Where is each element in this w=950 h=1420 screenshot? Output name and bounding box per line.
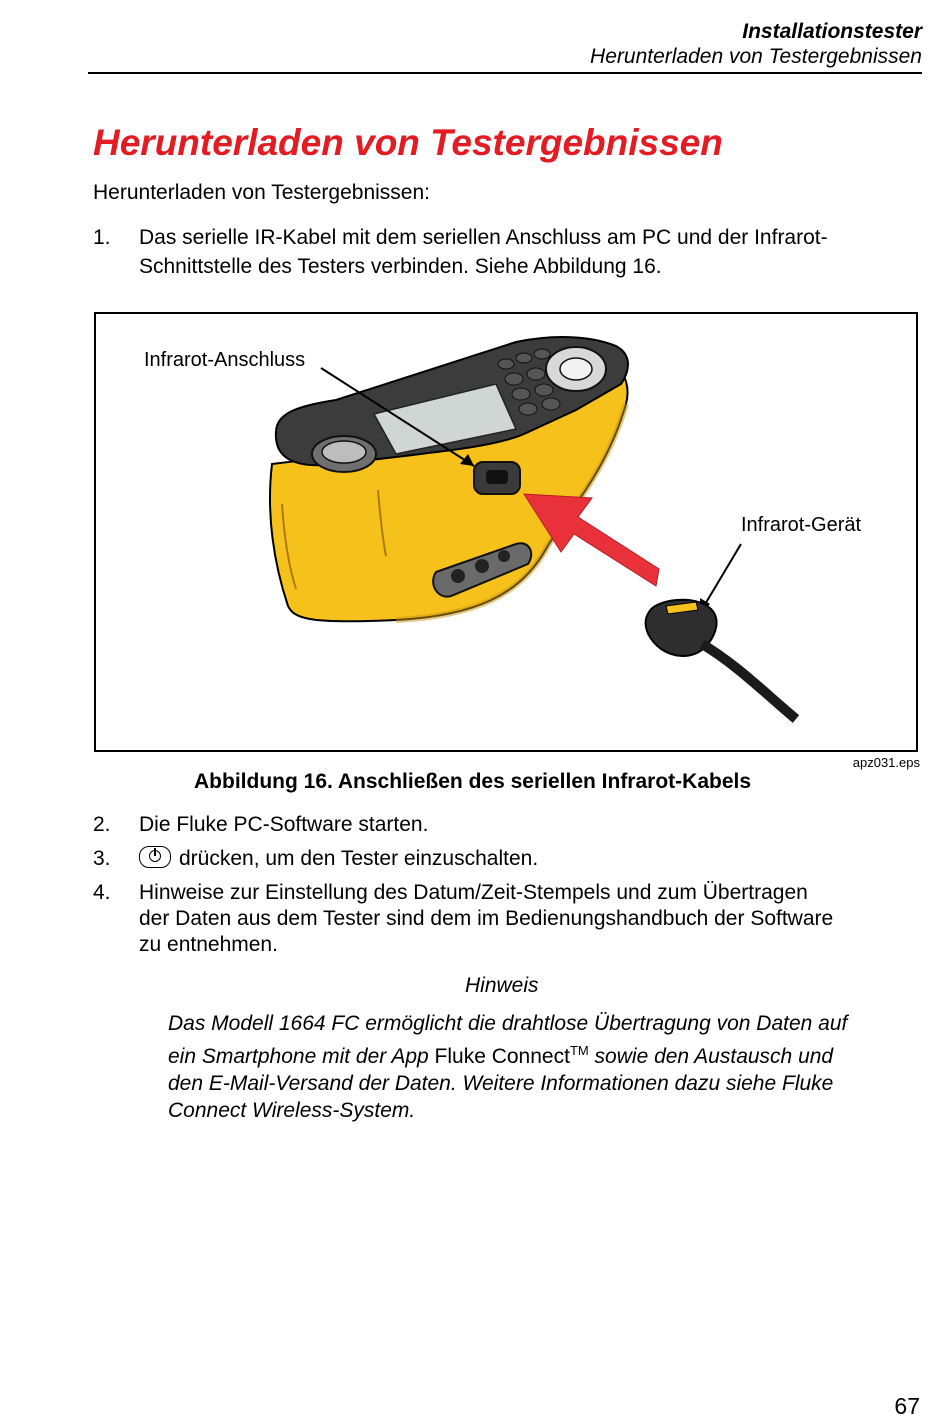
step-1-line-2: Schnittstelle des Testers verbinden. Siehe Abbildung 16. <box>139 255 662 278</box>
label-infrared-device: Infrarot-Gerät <box>741 514 862 536</box>
step-4-line-1: Hinweise zur Einstellung des Datum/Zeit-Stempels und zum Übertragen <box>139 881 808 904</box>
note-text-part1: Das Modell 1664 FC ermöglicht die drahtlose Übertragung von Daten auf ein Smartphone mit der App <box>168 1012 848 1068</box>
device-pointer-line <box>704 544 741 606</box>
note-body <box>168 1010 848 1124</box>
header-divider <box>88 72 922 74</box>
figure-16 <box>94 312 918 752</box>
note-trademark: TM <box>569 1043 589 1058</box>
header-title: Installationstester <box>742 20 922 43</box>
step-2-text: Die Fluke PC-Software starten. <box>139 813 429 836</box>
serial-cable <box>702 644 796 719</box>
step-4-line-3: zu entnehmen. <box>139 933 278 956</box>
label-infrared-port: Infrarot-Anschluss <box>144 349 306 371</box>
step-3-number: 3. <box>93 847 111 870</box>
note-brand: Fluke Connect <box>434 1045 570 1068</box>
page-number: 67 <box>894 1393 920 1419</box>
step-1-line-1: Das serielle IR-Kabel mit dem seriellen Anschluss am PC und der Infrarot- <box>139 226 828 249</box>
figure-caption: Abbildung 16. Anschließen des seriellen Infrarot-Kabels <box>194 770 752 793</box>
intro-text: Herunterladen von Testergebnissen: <box>93 181 430 204</box>
step-1-number: 1. <box>93 226 111 249</box>
step-3-text: drücken, um den Tester einzuschalten. <box>179 847 539 870</box>
note-text-part2: sowie den Austausch und den E-Mail-Versand der Daten. Weitere Informationen dazu siehe Fluke Connect Wireless-System. <box>168 1045 834 1122</box>
step-2-number: 2. <box>93 813 111 836</box>
figure-file-id: apz031.eps <box>852 755 920 770</box>
step-3-item <box>139 845 538 872</box>
header-subtitle: Herunterladen von Testergebnissen <box>590 45 922 68</box>
step-4-line-2: der Daten aus dem Tester sind dem im Bedienungshandbuch der Software <box>139 907 834 930</box>
note-heading: Hinweis <box>465 974 539 997</box>
section-title: Herunterladen von Testergebnissen <box>93 122 723 163</box>
step-4-number: 4. <box>93 881 111 904</box>
power-button-icon <box>139 846 171 868</box>
